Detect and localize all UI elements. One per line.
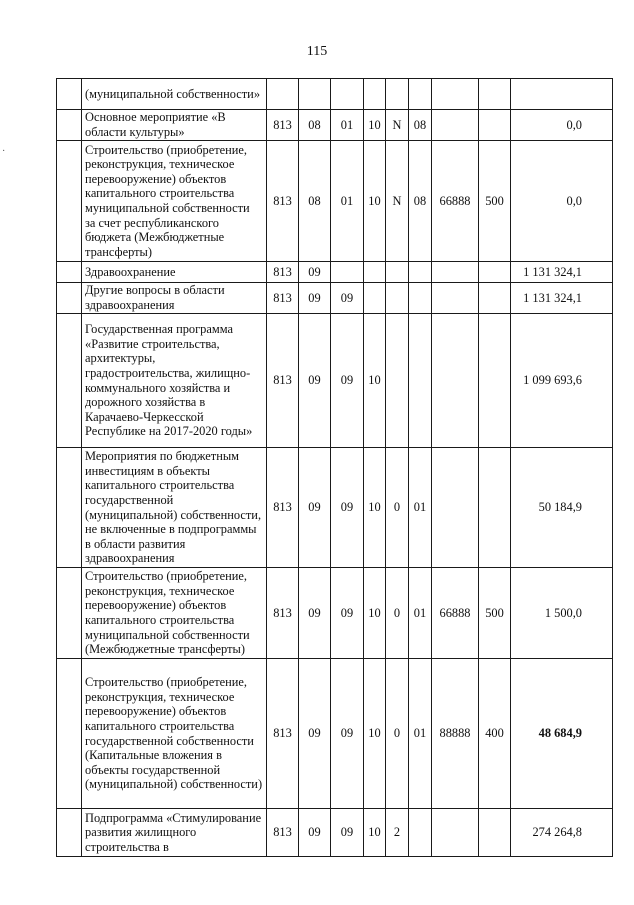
direction-code-cell <box>432 79 479 110</box>
ved-code-cell: 813 <box>267 141 299 262</box>
section-code-cell <box>299 79 331 110</box>
subprogram-code-cell: 0 <box>386 568 409 659</box>
program-code-cell <box>364 262 386 283</box>
margin-mark: · <box>2 146 6 157</box>
expense-type-cell <box>479 809 511 857</box>
item-name-cell: Мероприятия по бюджетным инвестициям в объекты капитального строительства государственной (муниципальной) собственности, не включенные в подпрограммы в области развития здравоохранения <box>82 448 267 568</box>
event-code-cell <box>409 79 432 110</box>
subsection-code-cell: 01 <box>331 110 364 141</box>
ved-code-cell: 813 <box>267 314 299 448</box>
row-marker-cell <box>57 79 82 110</box>
amount-cell: 1 131 324,1 <box>511 283 613 314</box>
expense-type-cell: 500 <box>479 568 511 659</box>
item-name-cell: Строительство (приобретение, реконструкция, техническое перевооружение) объектов капитального строительства муниципальной собственности за счет республиканского бюджета (Межбюджетные трансферты) <box>82 141 267 262</box>
direction-code-cell <box>432 262 479 283</box>
page-number: 115 <box>306 44 328 59</box>
event-code-cell: 01 <box>409 448 432 568</box>
budget-table <box>56 78 613 857</box>
program-code-cell: 10 <box>364 141 386 262</box>
expense-type-cell: 500 <box>479 141 511 262</box>
ved-code-cell: 813 <box>267 659 299 809</box>
subsection-code-cell: 09 <box>331 659 364 809</box>
section-code-cell: 09 <box>299 448 331 568</box>
expense-type-cell <box>479 79 511 110</box>
amount-cell: 48 684,9 <box>511 659 613 809</box>
program-code-cell <box>364 79 386 110</box>
section-code-cell: 09 <box>299 283 331 314</box>
row-marker-cell <box>57 568 82 659</box>
section-code-cell: 08 <box>299 141 331 262</box>
item-name-cell: Основное мероприятие «В области культуры» <box>82 110 267 141</box>
item-name-cell: Здравоохранение <box>82 262 267 283</box>
subprogram-code-cell: 0 <box>386 448 409 568</box>
subprogram-code-cell <box>386 314 409 448</box>
subprogram-code-cell <box>386 79 409 110</box>
table-row <box>57 314 613 448</box>
amount-cell: 1 099 693,6 <box>511 314 613 448</box>
expense-type-cell <box>479 110 511 141</box>
expense-type-cell <box>479 262 511 283</box>
event-code-cell <box>409 809 432 857</box>
row-marker-cell <box>57 314 82 448</box>
subprogram-code-cell <box>386 262 409 283</box>
section-code-cell: 09 <box>299 262 331 283</box>
subsection-code-cell: 09 <box>331 283 364 314</box>
table-row <box>57 448 613 568</box>
row-marker-cell <box>57 448 82 568</box>
program-code-cell: 10 <box>364 659 386 809</box>
program-code-cell: 10 <box>364 448 386 568</box>
direction-code-cell <box>432 283 479 314</box>
ved-code-cell: 813 <box>267 448 299 568</box>
section-code-cell: 09 <box>299 314 331 448</box>
table-row <box>57 809 613 857</box>
item-name-cell: Государственная программа «Развитие строительства, архитектуры, градостроительства, жилищно-коммунального хозяйства и дорожного хозяйства в Карачаево-Черкесской Республике на 2017-2020 годы» <box>82 314 267 448</box>
event-code-cell: 01 <box>409 568 432 659</box>
expense-type-cell <box>479 448 511 568</box>
subprogram-code-cell: N <box>386 141 409 262</box>
subsection-code-cell: 01 <box>331 141 364 262</box>
subsection-code-cell <box>331 262 364 283</box>
subprogram-code-cell: 2 <box>386 809 409 857</box>
amount-cell: 1 500,0 <box>511 568 613 659</box>
event-code-cell <box>409 283 432 314</box>
table-row <box>57 110 613 141</box>
subsection-code-cell: 09 <box>331 809 364 857</box>
direction-code-cell <box>432 110 479 141</box>
row-marker-cell <box>57 262 82 283</box>
event-code-cell <box>409 262 432 283</box>
direction-code-cell <box>432 314 479 448</box>
program-code-cell <box>364 283 386 314</box>
section-code-cell: 09 <box>299 659 331 809</box>
item-name-cell: Строительство (приобретение, реконструкция, техническое перевооружение) объектов капитального строительства государственной собственности (Капитальные вложения в объекты государственной (муниципальной) собственности) <box>82 659 267 809</box>
program-code-cell: 10 <box>364 809 386 857</box>
row-marker-cell <box>57 283 82 314</box>
item-name-cell: Строительство (приобретение, реконструкция, техническое перевооружение) объектов капитального строительства муниципальной собственности (Межбюджетные трансферты) <box>82 568 267 659</box>
amount-cell: 50 184,9 <box>511 448 613 568</box>
subprogram-code-cell: N <box>386 110 409 141</box>
row-marker-cell <box>57 110 82 141</box>
amount-cell: 0,0 <box>511 110 613 141</box>
amount-cell: 1 131 324,1 <box>511 262 613 283</box>
direction-code-cell: 66888 <box>432 568 479 659</box>
item-name-cell: (муниципальной собственности» <box>82 79 267 110</box>
expense-type-cell: 400 <box>479 659 511 809</box>
ved-code-cell <box>267 79 299 110</box>
row-marker-cell <box>57 659 82 809</box>
ved-code-cell: 813 <box>267 568 299 659</box>
section-code-cell: 08 <box>299 110 331 141</box>
subsection-code-cell: 09 <box>331 568 364 659</box>
amount-cell: 274 264,8 <box>511 809 613 857</box>
subsection-code-cell <box>331 79 364 110</box>
section-code-cell: 09 <box>299 568 331 659</box>
program-code-cell: 10 <box>364 314 386 448</box>
expense-type-cell <box>479 283 511 314</box>
event-code-cell <box>409 314 432 448</box>
amount-cell <box>511 79 613 110</box>
table-row <box>57 568 613 659</box>
direction-code-cell <box>432 809 479 857</box>
event-code-cell: 08 <box>409 110 432 141</box>
event-code-cell: 01 <box>409 659 432 809</box>
ved-code-cell: 813 <box>267 809 299 857</box>
table-row <box>57 262 613 283</box>
table-row <box>57 283 613 314</box>
subprogram-code-cell: 0 <box>386 659 409 809</box>
direction-code-cell: 88888 <box>432 659 479 809</box>
row-marker-cell <box>57 809 82 857</box>
direction-code-cell: 66888 <box>432 141 479 262</box>
direction-code-cell <box>432 448 479 568</box>
amount-cell: 0,0 <box>511 141 613 262</box>
subsection-code-cell: 09 <box>331 448 364 568</box>
item-name-cell: Другие вопросы в области здравоохранения <box>82 283 267 314</box>
program-code-cell: 10 <box>364 568 386 659</box>
item-name-cell: Подпрограмма «Стимулирование развития жилищного строительства в <box>82 809 267 857</box>
section-code-cell: 09 <box>299 809 331 857</box>
ved-code-cell: 813 <box>267 262 299 283</box>
expense-type-cell <box>479 314 511 448</box>
subsection-code-cell: 09 <box>331 314 364 448</box>
row-marker-cell <box>57 141 82 262</box>
ved-code-cell: 813 <box>267 283 299 314</box>
ved-code-cell: 813 <box>267 110 299 141</box>
event-code-cell: 08 <box>409 141 432 262</box>
subprogram-code-cell <box>386 283 409 314</box>
table-row <box>57 659 613 809</box>
table-row <box>57 79 613 110</box>
table-row <box>57 141 613 262</box>
program-code-cell: 10 <box>364 110 386 141</box>
